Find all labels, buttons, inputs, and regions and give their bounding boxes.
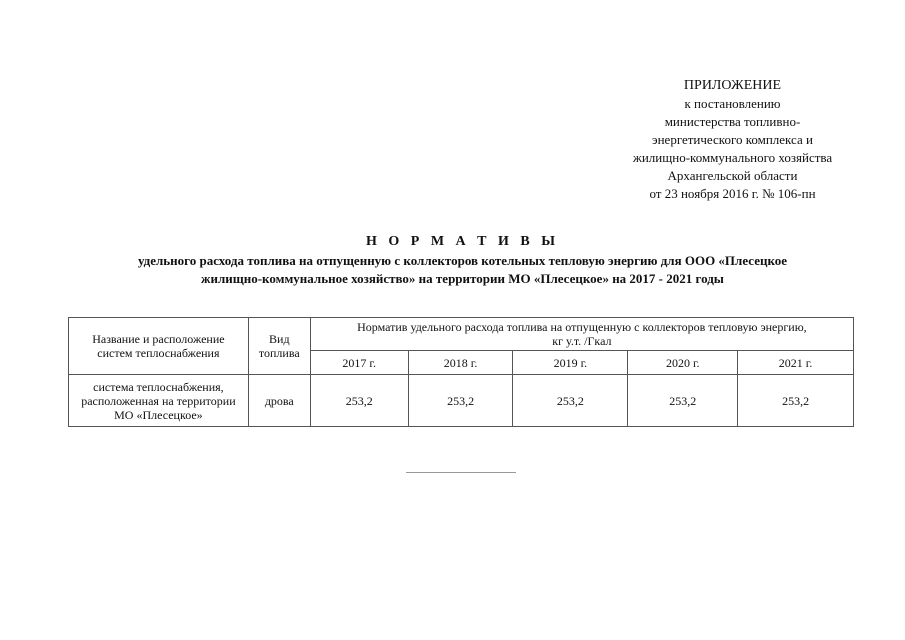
header-fuel-type-line1: Вид xyxy=(269,332,290,346)
appendix-line: министерства топливно- xyxy=(664,114,801,129)
appendix-date-line: от 23 ноября 2016 г. № 106-пн xyxy=(649,186,816,201)
appendix-line: к постановлению xyxy=(684,96,781,111)
cell-value: 253,2 xyxy=(408,375,513,427)
cell-system-name-line3: МО «Плесецкое» xyxy=(114,407,203,422)
table-row xyxy=(69,375,854,427)
appendix-line: Архангельской области xyxy=(667,168,798,183)
header-norm xyxy=(310,318,853,351)
end-divider xyxy=(406,472,516,473)
title-subtitle-line1: удельного расхода топлива на отпущенную с коллекторов котельных тепловую энергию для ООО «Плесецкое xyxy=(137,253,788,268)
header-year: 2017 г. xyxy=(310,351,408,375)
header-norm-line1: Норматив удельного расхода топлива на отпущенную с коллекторов тепловую энергию, xyxy=(357,320,807,334)
appendix-line: жилищно-коммунального хозяйства xyxy=(632,150,833,165)
cell-value: 253,2 xyxy=(513,375,628,427)
header-year: 2020 г. xyxy=(628,351,738,375)
header-fuel-type-line2: топлива xyxy=(258,346,300,360)
norms-table xyxy=(68,317,854,427)
table-header-row xyxy=(69,318,854,351)
cell-system-name xyxy=(69,375,249,427)
cell-value: 253,2 xyxy=(738,375,854,427)
appendix-heading: ПРИЛОЖЕНИЕ xyxy=(683,78,782,93)
title-subtitle-line2: жилищно-коммунальное хозяйство» на территории МО «Плесецкое» на 2017 - 2021 годы xyxy=(201,271,724,286)
cell-fuel-type: дрова xyxy=(248,375,310,427)
header-system-name-line2: систем теплоснабжения xyxy=(97,346,220,360)
header-system-name xyxy=(69,318,249,375)
cell-value: 253,2 xyxy=(310,375,408,427)
cell-value: 253,2 xyxy=(628,375,738,427)
appendix-block xyxy=(600,77,865,203)
header-fuel-type xyxy=(248,318,310,375)
appendix-line: энергетического комплекса и xyxy=(652,132,813,147)
document-title xyxy=(40,233,885,287)
header-year: 2018 г. xyxy=(408,351,513,375)
title-heading: Н О Р М А Т И В Ы xyxy=(366,234,559,249)
header-year: 2021 г. xyxy=(738,351,854,375)
cell-system-name-line1: система теплоснабжения, xyxy=(93,379,224,394)
header-year: 2019 г. xyxy=(513,351,628,375)
cell-system-name-line2: расположенная на территории xyxy=(81,393,236,408)
header-norm-unit: кг у.т. /Гкал xyxy=(552,334,612,348)
header-system-name-line1: Название и расположение xyxy=(92,332,225,346)
